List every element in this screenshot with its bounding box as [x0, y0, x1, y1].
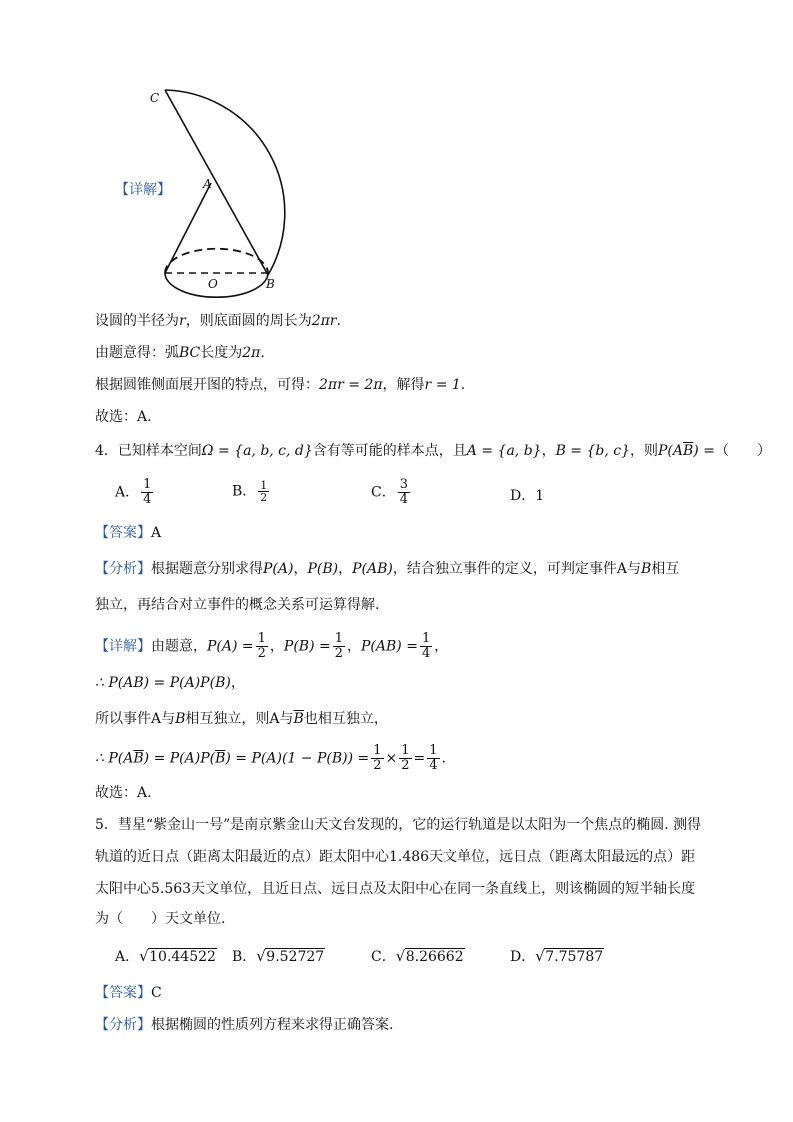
option-5b: B． √ 9.52727 — [232, 947, 325, 965]
question-5-line1: 5．彗星“紫金山一号”是南京紫金山天文台发现的，它的运行轨道是以太阳为一个焦点的椭圆. 测得 — [95, 817, 702, 833]
question-5-line4: 为（ ）天文单位. — [95, 911, 226, 927]
option-4d: D．1 — [510, 488, 545, 504]
analysis-4-line2: 独立，再结合对立事件的概念关系可运算得解. — [95, 597, 380, 613]
answer-5: 【答案】C — [95, 985, 162, 1001]
option-4c: C． $\frac{3}{4}$ — [371, 477, 408, 507]
line-arc: 由题意得：弧BC长度为2π. — [95, 345, 265, 361]
question-4: 4．已知样本空间Ω = {a, b, c, d}含有等可能的样本点，且A = {a, b}，B = {b, c}，则$P(A\overline{B})$ =（ ） — [95, 443, 771, 459]
line-c-b — [165, 90, 268, 275]
detail-tag: 【详解】 — [115, 182, 171, 198]
analysis-5: 【分析】根据椭圆的性质列方程来求得正确答案. — [95, 1017, 394, 1033]
line-solve: 根据圆锥侧面展开图的特点，可得：2πr = 2π，解得r = 1. — [95, 377, 466, 393]
line-choose: 故选：A. — [95, 409, 152, 425]
detail-4-line4: ∴ $P(A\overline{B}) = P(A)P(\overline{B}) = P(A)(1 - P(B))$ = $\frac{1}{2}$ × $\frac{1}{2}$ = $\frac{1}{4}$ . — [95, 743, 446, 773]
sector-arc — [165, 90, 285, 275]
detail-4-line3: 所以事件A与B相互独立，则A与$\overline{B}$也相互独立， — [95, 711, 388, 727]
option-4b: B． $\frac{1}{2}$ — [232, 479, 268, 504]
question-5-line3: 太阳中心5.563天文单位，且近日点、远日点及太阳中心在同一条直线上，则该椭圆的短半轴长度 — [95, 881, 696, 897]
base-back — [165, 249, 268, 273]
detail-4-line1: 【详解】由题意，P(A) = $\frac{1}{2}$ ，P(B) = $\frac{1}{2}$ ，P(AB) = $\frac{1}{4}$ ， — [95, 631, 449, 661]
answer-4: 【答案】A — [95, 525, 162, 541]
option-4a: A． $\frac{1}{4}$ — [115, 477, 152, 507]
analysis-4-line1: 【分析】根据题意分别求得P(A)，P(B)，P(AB)，结合独立事件的定义，可判定事件A与B相互 — [95, 561, 680, 577]
option-5a: A． √ 10.44522 — [115, 947, 216, 965]
question-5-line2: 轨道的近日点（距离太阳最近的点）距太阳中心1.486天文单位，远日点（距离太阳最远的点）距 — [95, 849, 696, 865]
detail-4-line5: 故选：A. — [95, 785, 152, 801]
label-a: A — [203, 177, 212, 191]
line-radius: 设圆的半径为r，则底面圆的周长为2πr. — [95, 313, 341, 329]
label-b: B — [266, 277, 275, 291]
detail-4-line2: ∴ P(AB) = P(A)P(B)， — [95, 675, 245, 691]
option-5d: D． √ 7.75787 — [510, 947, 604, 965]
option-5c: C． √ 8.26662 — [371, 947, 464, 965]
label-c: C — [150, 91, 160, 105]
label-o: O — [208, 277, 218, 291]
line-a-base — [165, 183, 211, 273]
